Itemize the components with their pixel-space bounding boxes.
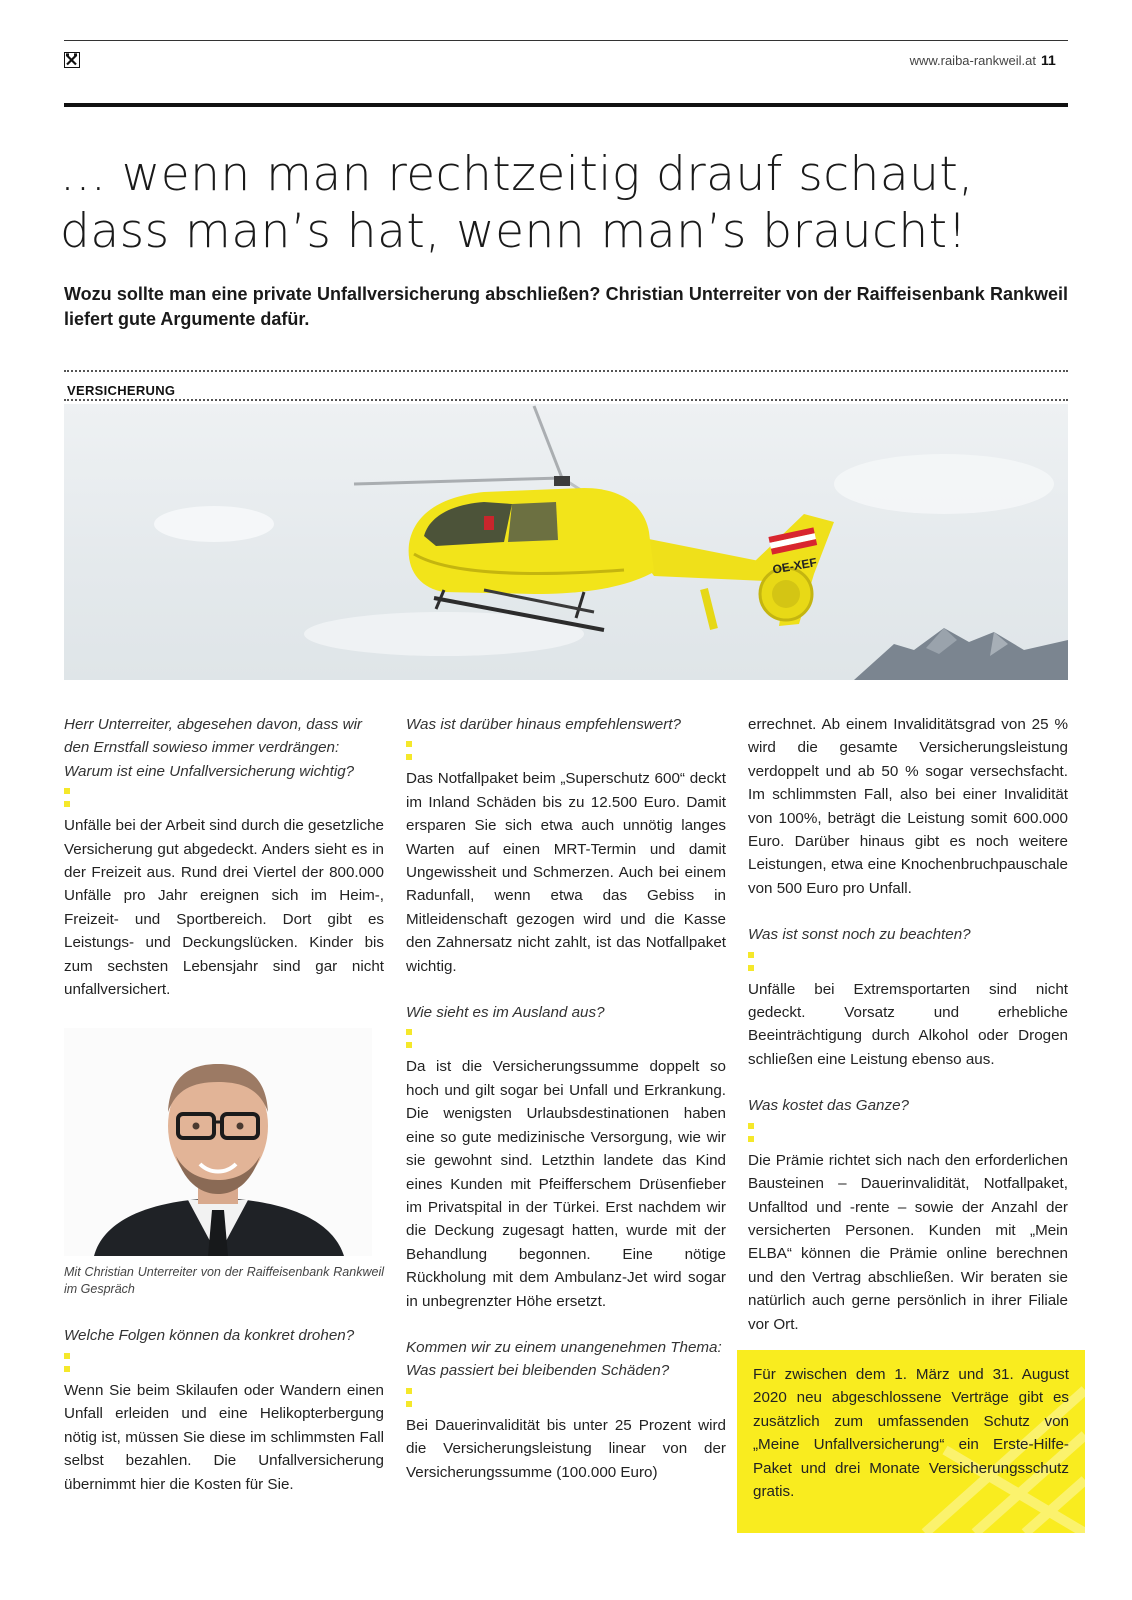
yellow-marker-icon bbox=[406, 1029, 412, 1035]
yellow-marker-icon bbox=[64, 788, 70, 794]
yellow-marker-icon bbox=[406, 1401, 412, 1407]
section-label: VERSICHERUNG bbox=[67, 383, 176, 398]
question-1: Herr Unterreiter, abgesehen davon, dass wir den Ernstfall sowieso immer verdrängen: Warum ist eine Unfallversicherung wichtig? bbox=[64, 716, 362, 780]
page-number: 11 bbox=[1041, 52, 1056, 68]
question-6: Was ist sonst noch zu beachten? bbox=[748, 926, 971, 944]
question-3: Was ist darüber hinaus empfehlenswert? bbox=[406, 716, 681, 733]
yellow-marker-icon bbox=[406, 754, 412, 760]
promo-text: Für zwischen dem 1. März und 31. August 2020 neu abgeschlossene Verträge gibt es zusätzlich zum umfassenden Schutz von „Meine Unfallversicherung“ ein Erste-Hilfe-Paket und drei Monate Versicherungsschutz gratis. bbox=[753, 1366, 1069, 1501]
answer-4: Da ist die Versicherungssumme doppelt so hoch und gilt sogar bei Unfall und Erkrankung. Die wenigsten Urlaubsdestinationen haben eine so gute medizinische Versorgung, wie wir sie gewohnt sind. Letzthin landete das Kind eines Kunden mit Pfeifferschem Drüsenfieber im Privatspital in der Türkei. Erst nachdem wir die Deckung zugesagt hatten, wurde mit der Behandlung begonnen. Eine nötige Rückholung mit dem Ambulanz-Jet wird sogar in unbegrenzter Höhe ersetzt. bbox=[406, 1058, 726, 1310]
answer-1: Unfälle bei der Arbeit sind durch die gesetzliche Versicherung gut abgedeckt. Anders sieht es in der Freizeit aus. Rund drei Viertel der 800.000 Unfälle pro Jahr ereignen sich im Heim-, Freizeit- und Sportbereich. Dort gibt es Leistungs- und Deckungslücken. Kinder bis zum sechsten Lebensjahr sind gar nicht unfallversichert. bbox=[64, 817, 384, 999]
yellow-marker-icon bbox=[406, 1388, 412, 1394]
dotted-rule-bottom bbox=[64, 399, 1068, 401]
column-3 bbox=[748, 713, 1068, 1336]
yellow-marker-icon bbox=[406, 741, 412, 747]
answer-7: Die Prämie richtet sich nach den erforderlichen Bausteinen – Dauerinvalidität, Notfallpaket, Unfalltod und -rente – sowie der Anzahl der versicherten Personen. Kunden mit „Mein ELBA“ können die Prämie online berechnen und den Vertrag abschließen. Wir beraten sie natürlich auch gerne persönlich in ihrer Filiale vor Ort. bbox=[748, 1151, 1068, 1333]
headline-line-2: dass man’s hat, wenn man’s braucht! bbox=[60, 204, 967, 259]
question-5: Kommen wir zu einem unangenehmen Thema: Was passiert bei bleibenden Schäden? bbox=[406, 1338, 722, 1380]
top-rule bbox=[64, 40, 1068, 41]
lead-paragraph: Wozu sollte man eine private Unfallversicherung abschließen? Christian Unterreiter von der Raiffeisenbank Rankweil liefert gute Argumente dafür. bbox=[64, 284, 1068, 329]
answer-5: Bei Dauerinvalidität bis unter 25 Prozent wird die Versicherungsleistung linear von der Versicherungssumme (100.000 Euro) bbox=[406, 1416, 726, 1481]
header-rule bbox=[64, 103, 1068, 107]
question-4: Wie sieht es im Ausland aus? bbox=[406, 1004, 605, 1022]
answer-5-continued: errechnet. Ab einem Invaliditätsgrad von 25 % wird die gesamte Versicherungsleistung verdoppelt und ab 50 % sogar versechsfacht. Im schlimmsten Fall, also bei einer Invalidität von 100%, beträgt die Leistung somit 600.000 Euro. Darüber hinaus gibt es noch weitere Leistungen, etwa eine Knochenbruchpauschale von 500 Euro pro Unfall. bbox=[748, 716, 1068, 897]
answer-6: Unfälle bei Extremsportarten sind nicht gedeckt. Vorsatz und erhebliche Beeinträchtigung durch Alkohol oder Drogen schließen eine Leistung ebenso aus. bbox=[748, 980, 1068, 1068]
yellow-marker-icon bbox=[64, 1353, 70, 1359]
answer-3: Das Notfallpaket beim „Superschutz 600“ deckt im Inland Schäden bis zu 12.500 Euro. Damit ersparen Sie sich etwa auch unnötig langes Warten auf einen MRT-Termin und damit Ungewissheit und Schmerzen. Auch bei einem Radunfall, wenn etwa das Gebiss in Mitleidenschaft gezogen wird und die Kasse den Zahnersatz nicht zahlt, ist das Notfallpaket wichtig. bbox=[406, 770, 726, 975]
raiffeisen-logo-icon bbox=[64, 52, 80, 68]
yellow-marker-icon bbox=[406, 1042, 412, 1048]
headline bbox=[60, 146, 1070, 260]
column-2 bbox=[406, 713, 726, 1484]
promo-box bbox=[737, 1350, 1085, 1533]
yellow-marker-icon bbox=[748, 1123, 754, 1129]
yellow-marker-icon bbox=[64, 1366, 70, 1372]
hero-helicopter-image bbox=[64, 404, 1068, 680]
portrait-caption: Mit Christian Unterreiter von der Raiffeisenbank Rankweil im Gespräch bbox=[64, 1265, 384, 1297]
question-2: Welche Folgen können da konkret drohen? bbox=[64, 1327, 355, 1345]
headline-line-1: ... wenn man rechtzeitig drauf schaut, bbox=[60, 147, 974, 202]
yellow-marker-icon bbox=[748, 1136, 754, 1142]
yellow-marker-icon bbox=[748, 965, 754, 971]
column-1 bbox=[64, 713, 384, 1496]
dotted-rule-top bbox=[64, 370, 1068, 372]
yellow-marker-icon bbox=[748, 952, 754, 958]
website-url[interactable]: www.raiba-rankweil.at bbox=[909, 53, 1036, 68]
portrait-image bbox=[64, 1028, 372, 1256]
answer-2: Wenn Sie beim Skilaufen oder Wandern einen Unfall erleiden und eine Helikopterbergung nötig ist, müssen Sie diese im schlimmsten Fall selbst bezahlen. Die Unfallversicherung übernimmt hier die Kosten für Sie. bbox=[64, 1381, 384, 1493]
question-7: Was kostet das Ganze? bbox=[748, 1097, 909, 1115]
hero-registration: OE-XEF bbox=[771, 555, 818, 577]
yellow-marker-icon bbox=[64, 801, 70, 807]
